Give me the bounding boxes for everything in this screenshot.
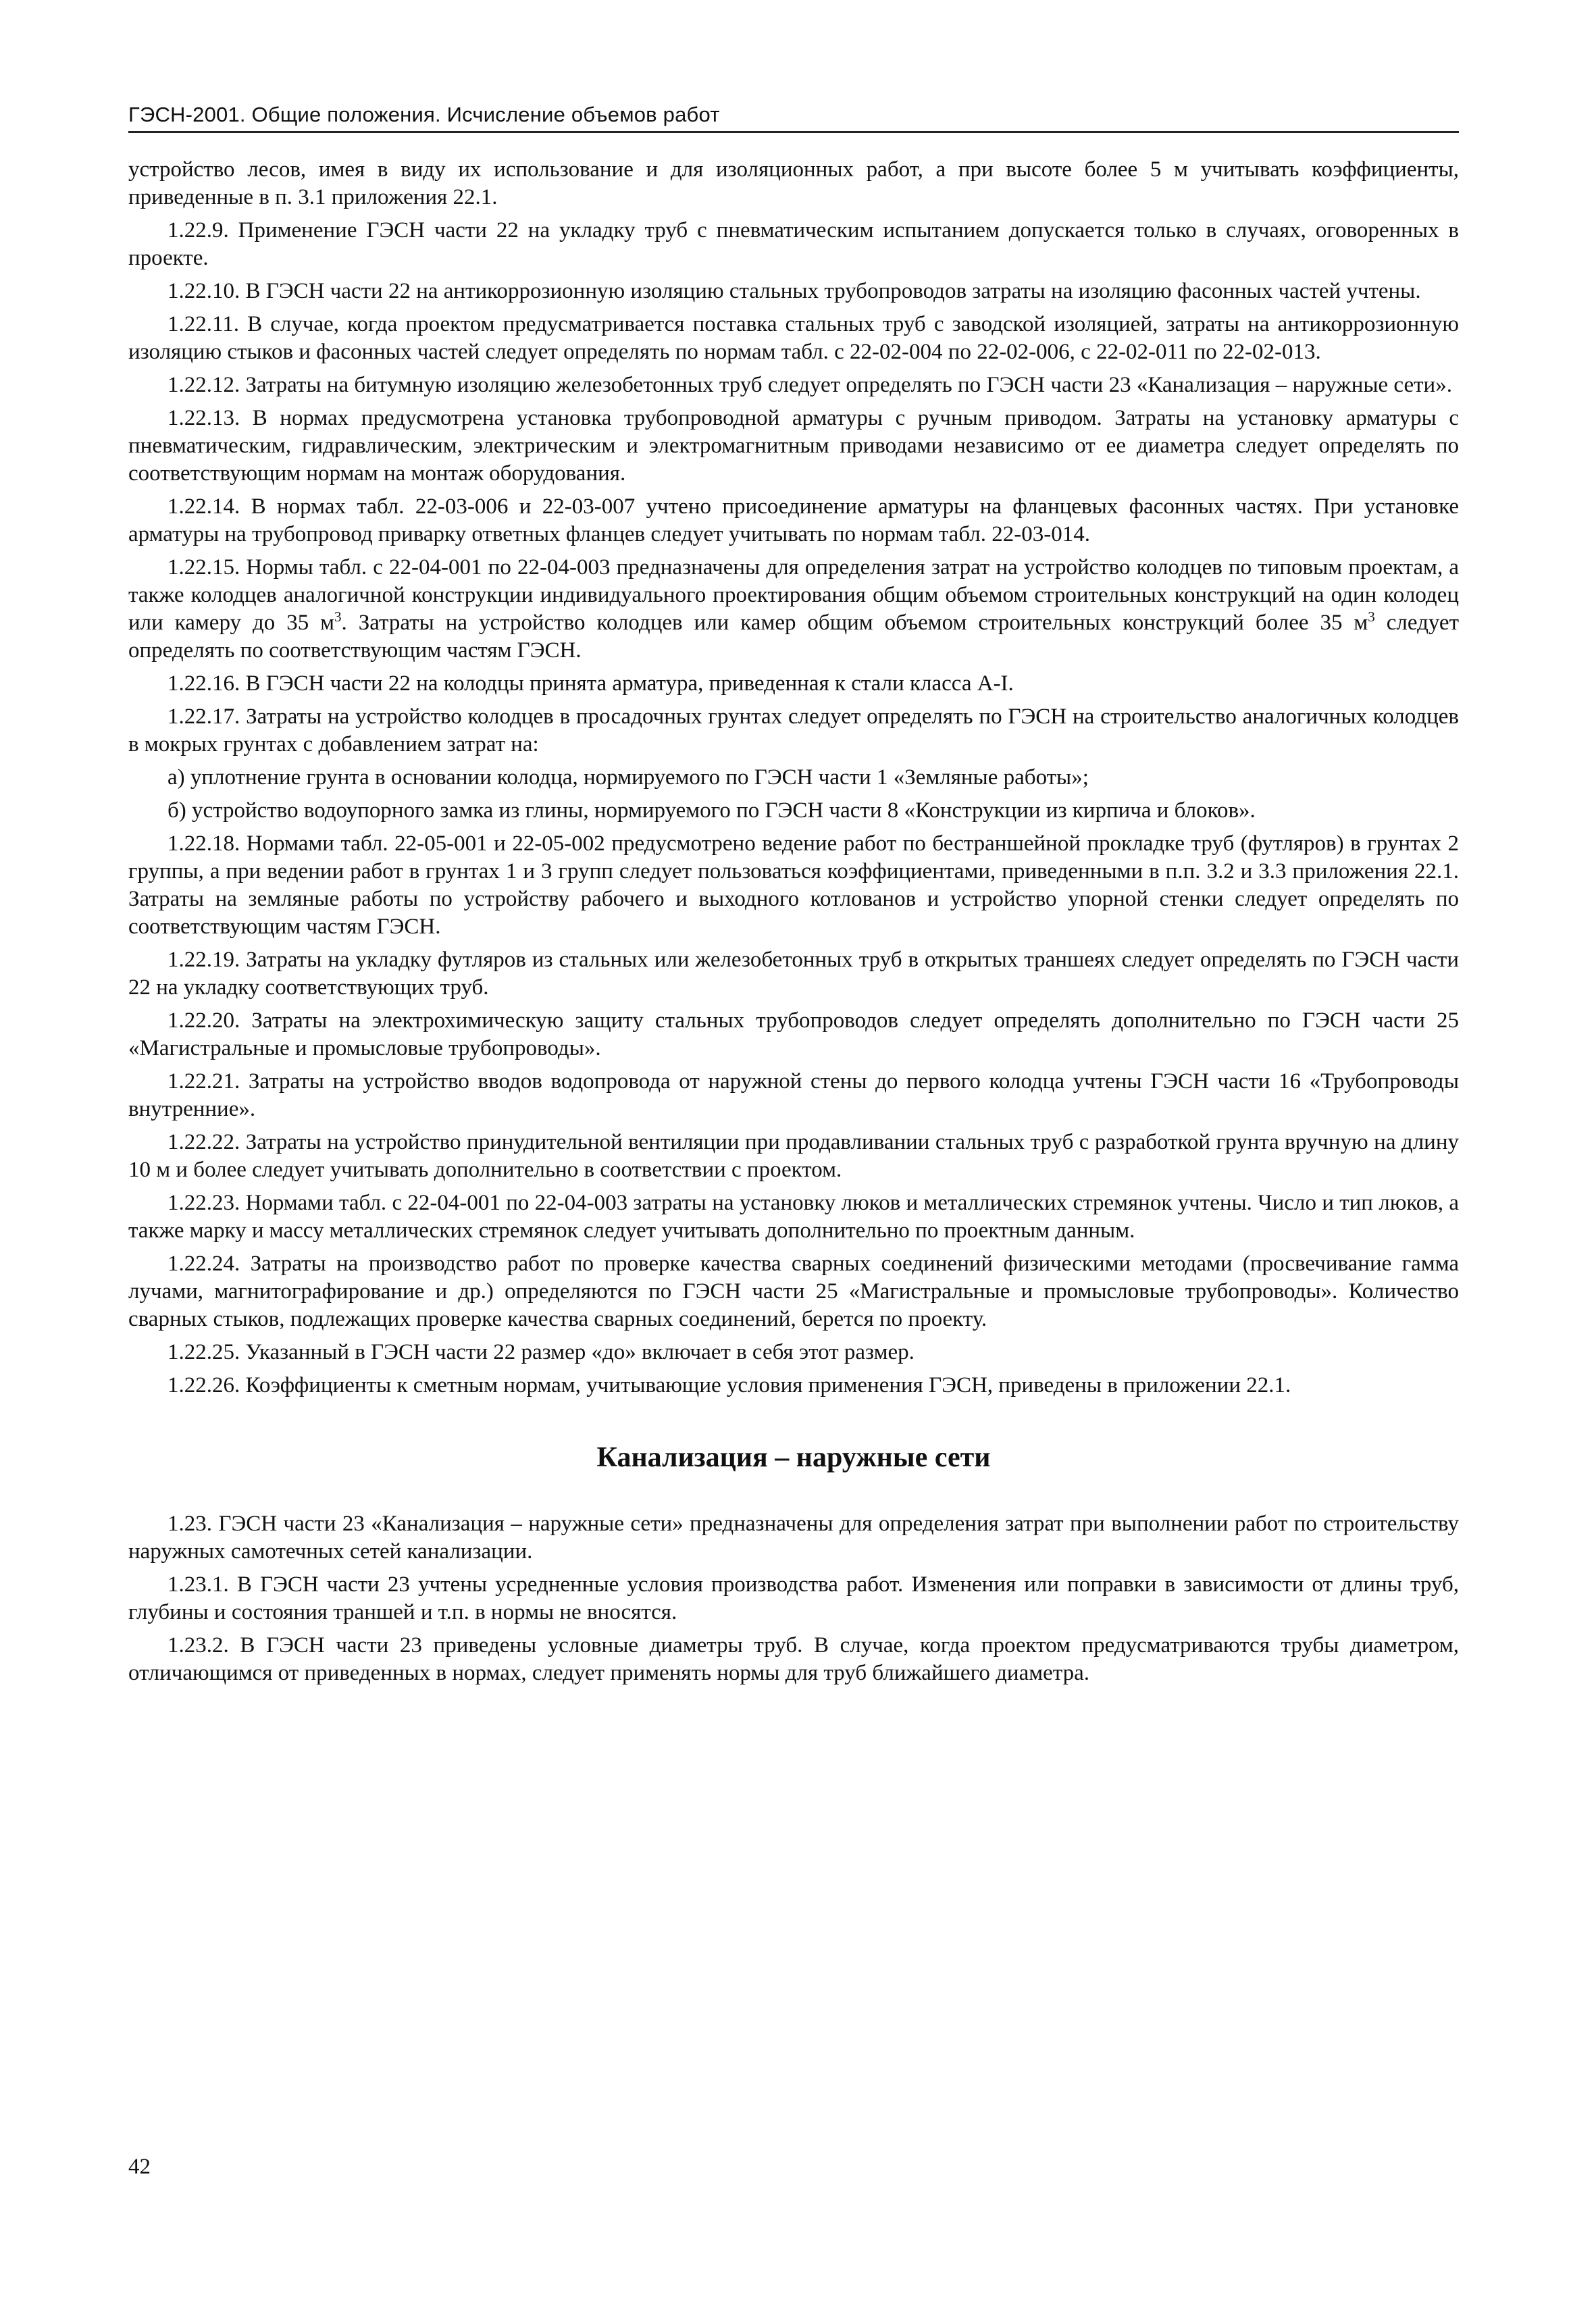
- paragraph-1-22-10: 1.22.10. В ГЭСН части 22 на антикоррозионную изоляцию стальных трубопроводов затраты на изоляцию фасонных частей учтены.: [168, 279, 1421, 303]
- paragraph-1-22-19: 1.22.19. Затраты на укладку футляров из стальных или железобетонных труб в открытых траншеях следует определять по ГЭСН части 22 на укладку соответствующих труб.: [128, 948, 1459, 1000]
- paragraph-1-22-21: 1.22.21. Затраты на устройство вводов водопровода от наружной стены до первого колодца учтены ГЭСН части 16 «Трубопроводы внутренние».: [128, 1069, 1459, 1121]
- paragraph-1-22-14: 1.22.14. В нормах табл. 22-03-006 и 22-03-007 учтено присоединение арматуры на фланцевых фасонных частях. При установке арматуры на трубопровод приварку ответных фланцев следует учитывать по нормам табл. 22-03-014.: [128, 494, 1459, 546]
- paragraph-1-22-22: 1.22.22. Затраты на устройство принудительной вентиляции при продавливании стальных труб с разработкой грунта вручную на длину 10 м и более следует учитывать дополнительно в соответствии с проектом.: [128, 1130, 1459, 1182]
- paragraph-1-23: 1.23. ГЭСН части 23 «Канализация – наружные сети» предназначены для определения затрат при выполнении работ по строительству наружных самотечных сетей канализации.: [128, 1512, 1459, 1564]
- paragraph-1-22-9: 1.22.9. Применение ГЭСН части 22 на укладку труб с пневматическим испытанием допускается только в случаях, оговоренных в проекте.: [128, 218, 1459, 270]
- superscript: 3: [334, 609, 342, 625]
- paragraph-1-22-17: 1.22.17. Затраты на устройство колодцев в просадочных грунтах следует определять по ГЭСН на строительство аналогичных колодцев в мокрых грунтах с добавлением затрат на:: [128, 704, 1459, 756]
- list-item-a: а) уплотнение грунта в основании колодца, нормируемого по ГЭСН части 1 «Земляные работы»;: [168, 765, 1089, 790]
- superscript: 3: [1368, 609, 1375, 625]
- running-header: ГЭСН-2001. Общие положения. Исчисление объемов работ: [128, 101, 1459, 133]
- paragraph-1-22-18: 1.22.18. Нормами табл. 22-05-001 и 22-05-002 предусмотрено ведение работ по бестраншейной прокладке труб (футляров) в грунтах 2 группы, а при ведении работ в грунтах 1 и 3 групп следует пользоваться коэффициентами, приведенными в п.п. 3.2 и 3.3 приложения 22.1. Затраты на земляные работы по устройству рабочего и выходного котлованов и устройство упорной стенки следует определять по соответствующим частям ГЭСН.: [128, 831, 1459, 939]
- paragraph-1-22-16: 1.22.16. В ГЭСН части 22 на колодцы принята арматура, приведенная к стали класса А-I.: [168, 671, 1014, 696]
- body-text: [128, 156, 1459, 1399]
- paragraph-1-22-24: 1.22.24. Затраты на производство работ по проверке качества сварных соединений физическими методами (просвечивание гамма лучами, магнитографирование и др.) определяются по ГЭСН части 25 «Магистральные и промысловые трубопроводы». Количество сварных стыков, подлежащих проверке качества сварных соединений, берется по проекту.: [128, 1252, 1459, 1331]
- paragraph-1-22-23: 1.22.23. Нормами табл. с 22-04-001 по 22-04-003 затраты на установку люков и металлических стремянок учтены. Число и тип люков, а также марку и массу металлических стремянок следует учитывать дополнительно по проектным данным.: [128, 1191, 1459, 1243]
- paragraph-1-22-25: 1.22.25. Указанный в ГЭСН части 22 размер «до» включает в себя этот размер.: [168, 1340, 915, 1364]
- paragraph-text: . Затраты на устройство колодцев или камер общим объемом строительных конструкций более 35 м: [341, 611, 1368, 635]
- page-number: 42: [128, 2155, 151, 2179]
- section-heading: Канализация – наружные сети: [596, 1442, 991, 1473]
- paragraph: устройство лесов, имея в виду их использование и для изоляционных работ, а при высоте более 5 м учитывать коэффициенты, приведенные в п. 3.1 приложения 22.1.: [128, 157, 1459, 209]
- paragraph-text: следует определять по соответствующим частям ГЭСН.: [128, 611, 1459, 663]
- list-item-b: б) устройство водоупорного замка из глины, нормируемого по ГЭСН части 8 «Конструкции из кирпича и блоков».: [168, 798, 1256, 823]
- paragraph-1-22-11: 1.22.11. В случае, когда проектом предусматривается поставка стальных труб с заводской изоляцией, затраты на антикоррозионную изоляцию стыков и фасонных частей следует определять по нормам табл. с 22-02-004 по 22-02-006, с 22-02-011 по 22-02-013.: [128, 312, 1459, 364]
- paragraph-1-22-13: 1.22.13. В нормах предусмотрена установка трубопроводной арматуры с ручным приводом. Затраты на установку арматуры с пневматическим, гидравлическим, электрическим и электромагнитным приводами независимо от ее диаметра следует определять по соответствующим нормам на монтаж оборудования.: [128, 406, 1459, 486]
- paragraph-1-22-15: [128, 554, 1459, 665]
- paragraph-text: 1.22.15. Нормы табл. с 22-04-001 по 22-04-003 предназначены для определения затрат на устройство колодцев по типовым проектам, а также колодцев аналогичной конструкции индивидуального проектирования общим объемом строительных конструкций на один колодец или камеру до 35 м: [128, 555, 1459, 635]
- paragraph-1-23-2: 1.23.2. В ГЭСН части 23 приведены условные диаметры труб. В случае, когда проектом предусматриваются трубы диаметром, отличающимся от приведенных в нормах, следует применять нормы для труб ближайшего диаметра.: [128, 1633, 1459, 1685]
- paragraph-1-22-12: 1.22.12. Затраты на битумную изоляцию железобетонных труб следует определять по ГЭСН части 23 «Канализация – наружные сети».: [168, 373, 1452, 397]
- paragraph-1-22-26: 1.22.26. Коэффициенты к сметным нормам, учитывающие условия применения ГЭСН, приведены в приложении 22.1.: [168, 1373, 1291, 1397]
- document-page: [128, 101, 1459, 2263]
- paragraph-1-22-20: 1.22.20. Затраты на электрохимическую защиту стальных трубопроводов следует определять дополнительно по ГЭСН части 25 «Магистральные и промысловые трубопроводы».: [128, 1008, 1459, 1060]
- section-body-text: [128, 1510, 1459, 1687]
- paragraph-1-23-1: 1.23.1. В ГЭСН части 23 учтены усредненные условия производства работ. Изменения или поправки в зависимости от длины труб, глубины и состояния траншей и т.п. в нормы не вносятся.: [128, 1572, 1459, 1624]
